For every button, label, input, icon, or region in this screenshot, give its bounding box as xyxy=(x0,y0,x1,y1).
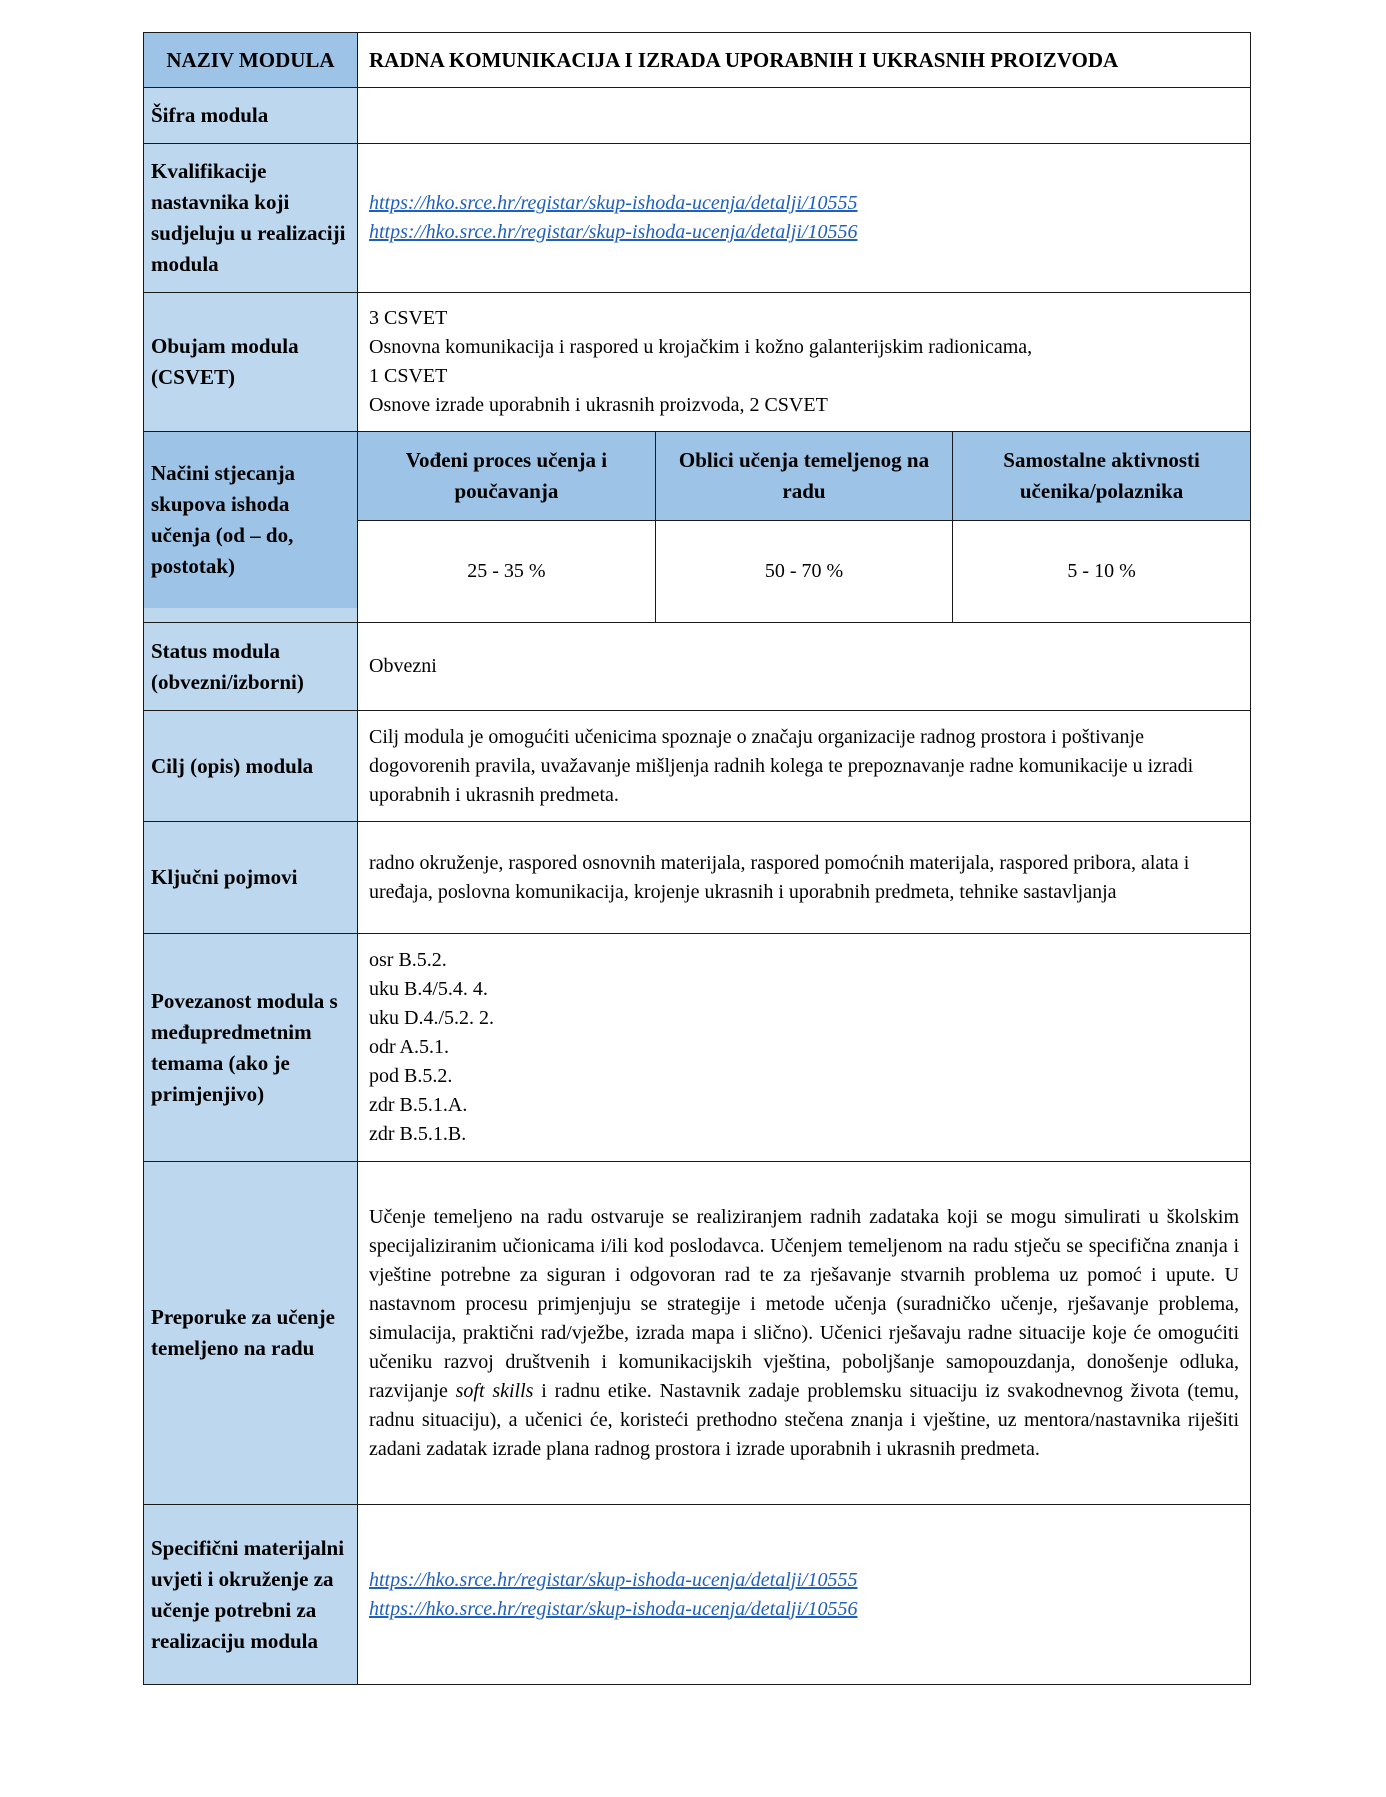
subtable-header-work-based: Oblici učenja temeljenog na radu xyxy=(655,432,952,521)
qualification-link-2[interactable]: https://hko.srce.hr/registar/skup-ishoda-ucenja/detalji/10556 xyxy=(369,221,858,243)
conditions-link-2[interactable]: https://hko.srce.hr/registar/skup-ishoda-ucenja/detalji/10556 xyxy=(369,1597,858,1620)
cross-curricular-item: zdr B.5.1.A. xyxy=(369,1094,468,1116)
row-key-terms xyxy=(144,822,1251,934)
cross-curricular-item: zdr B.5.1.B. xyxy=(369,1123,467,1145)
cross-curricular-item: uku B.4/5.4. 4. xyxy=(369,978,488,1000)
module-goal-value: Cilj modula je omogućiti učenicima spoznaje o značaju organizacije radnog prostora i poštivanje dogovorenih pravila, uvažavanje mišljenja radnih kolega te prepoznavanje radne komunikacije u izradi uporabnih i ukrasnih predmeta. xyxy=(358,711,1251,822)
qualifications-value xyxy=(358,144,1251,293)
subtable-header-guided: Vođeni proces učenja i poučavanja xyxy=(358,432,655,521)
module-status-label: Status modula (obvezni/izborni) xyxy=(144,623,358,711)
subtable-header-independent: Samostalne aktivnosti učenika/polaznika xyxy=(953,432,1250,521)
cross-curricular-value xyxy=(358,934,1251,1162)
row-work-based-recommendations xyxy=(144,1162,1251,1505)
module-scope-value xyxy=(358,293,1251,432)
cross-curricular-item: pod B.5.2. xyxy=(369,1065,453,1087)
subtable-value-guided: 25 - 35 % xyxy=(358,521,655,623)
specific-conditions-label: Specifični materijalni uvjeti i okruženje za učenje potrebni za realizaciju modula xyxy=(144,1505,358,1685)
subtable-value-work-based: 50 - 70 % xyxy=(655,521,952,623)
scope-line: 3 CSVET xyxy=(369,307,448,329)
row-qualifications xyxy=(144,144,1251,293)
subtable-value-independent: 5 - 10 % xyxy=(953,521,1250,623)
cross-curricular-label: Povezanost modula s međupredmetnim temama (ako je primjenjivo) xyxy=(144,934,358,1162)
module-name-label: NAZIV MODULA xyxy=(144,33,358,88)
cross-curricular-item: uku D.4./5.2. 2. xyxy=(369,1007,494,1029)
recommendations-text: Učenje temeljeno na radu ostvaruje se realiziranjem radnih zadataka koji se mogu simulirati u školskim specijaliziranim učionicama i/ili kod poslodavca. Učenjem temeljenom na radu stječu se specifična znanja i vještine potrebne za siguran i odgovoran rad te za rješavanje stvarnih problema uz pomoć i upute. U nastavnom procesu primjenjuju se strategije i metode učenja (suradničko učenje, rješavanje problema, simulacija, praktični rad/vježbe, izrada mapa i slično). Učenici rješavaju radne situacije koje će omogućiti učeniku razvoj društvenih i komunikacijskih vještina, poboljšanje samopouzdanja, donošenje odluka, razvijanje xyxy=(369,1205,1239,1402)
row-acquisition-methods xyxy=(144,432,1251,623)
acquisition-methods-label: Načini stjecanja skupova ishoda učenja (od – do, postotak) xyxy=(144,432,357,608)
module-code-value xyxy=(358,88,1251,144)
cross-curricular-item: odr A.5.1. xyxy=(369,1036,449,1058)
row-cross-curricular xyxy=(144,934,1251,1162)
row-specific-conditions xyxy=(144,1505,1251,1685)
scope-line: Osnove izrade uporabnih i ukrasnih proizvoda, 2 CSVET xyxy=(369,394,828,416)
module-title: RADNA KOMUNIKACIJA I IZRADA UPORABNIH I UKRASNIH PROIZVODA xyxy=(358,33,1251,88)
scope-line: 1 CSVET xyxy=(369,365,448,387)
module-goal-label: Cilj (opis) modula xyxy=(144,711,358,822)
specific-conditions-value xyxy=(358,1505,1251,1685)
subtable-header-row xyxy=(358,432,1250,521)
recommendations-value xyxy=(358,1162,1251,1505)
row-module-status xyxy=(144,623,1251,711)
acquisition-methods-label-cell xyxy=(144,432,358,623)
recommendations-text-end: i radnu etike. Nastavnik zadaje problemsku situaciju iz svakodnevnog života (temu, radnu situaciju), a učenici će, koristeći prethodno stečena znanja i vještine, uz mentora/nastavnika riješiti zadani zadatak izrade plana radnog prostora i izrade uporabnih i ukrasnih predmeta. xyxy=(369,1379,1239,1460)
label-band xyxy=(144,608,357,622)
scope-line: Osnovna komunikacija i raspored u krojačkim i kožno galanterijskim radionicama, xyxy=(369,336,1033,358)
qualification-link-1[interactable]: https://hko.srce.hr/registar/skup-ishoda-ucenja/detalji/10555 xyxy=(369,192,858,214)
module-table xyxy=(143,32,1251,1685)
row-module-code xyxy=(144,88,1251,144)
row-module-scope xyxy=(144,293,1251,432)
module-status-value: Obvezni xyxy=(358,623,1251,711)
row-module-goal xyxy=(144,711,1251,822)
cross-curricular-item: osr B.5.2. xyxy=(369,949,447,971)
acquisition-methods-value xyxy=(358,432,1251,623)
module-scope-label: Obujam modula (CSVET) xyxy=(144,293,358,432)
recommendations-label: Preporuke za učenje temeljeno na radu xyxy=(144,1162,358,1505)
row-module-name xyxy=(144,33,1251,88)
qualifications-label: Kvalifikacije nastavnika koji sudjeluju u realizaciji modula xyxy=(144,144,358,293)
key-terms-label: Ključni pojmovi xyxy=(144,822,358,934)
module-code-label: Šifra modula xyxy=(144,88,358,144)
acquisition-subtable xyxy=(358,432,1250,622)
key-terms-value: radno okruženje, raspored osnovnih materijala, raspored pomoćnih materijala, raspored pribora, alata i uređaja, poslovna komunikacija, krojenje ukrasnih i uporabnih predmeta, tehnike sastavljanja xyxy=(358,822,1251,934)
recommendations-italic-term: soft skills xyxy=(455,1379,534,1402)
subtable-values-row xyxy=(358,521,1250,623)
conditions-link-1[interactable]: https://hko.srce.hr/registar/skup-ishoda-ucenja/detalji/10555 xyxy=(369,1568,858,1591)
